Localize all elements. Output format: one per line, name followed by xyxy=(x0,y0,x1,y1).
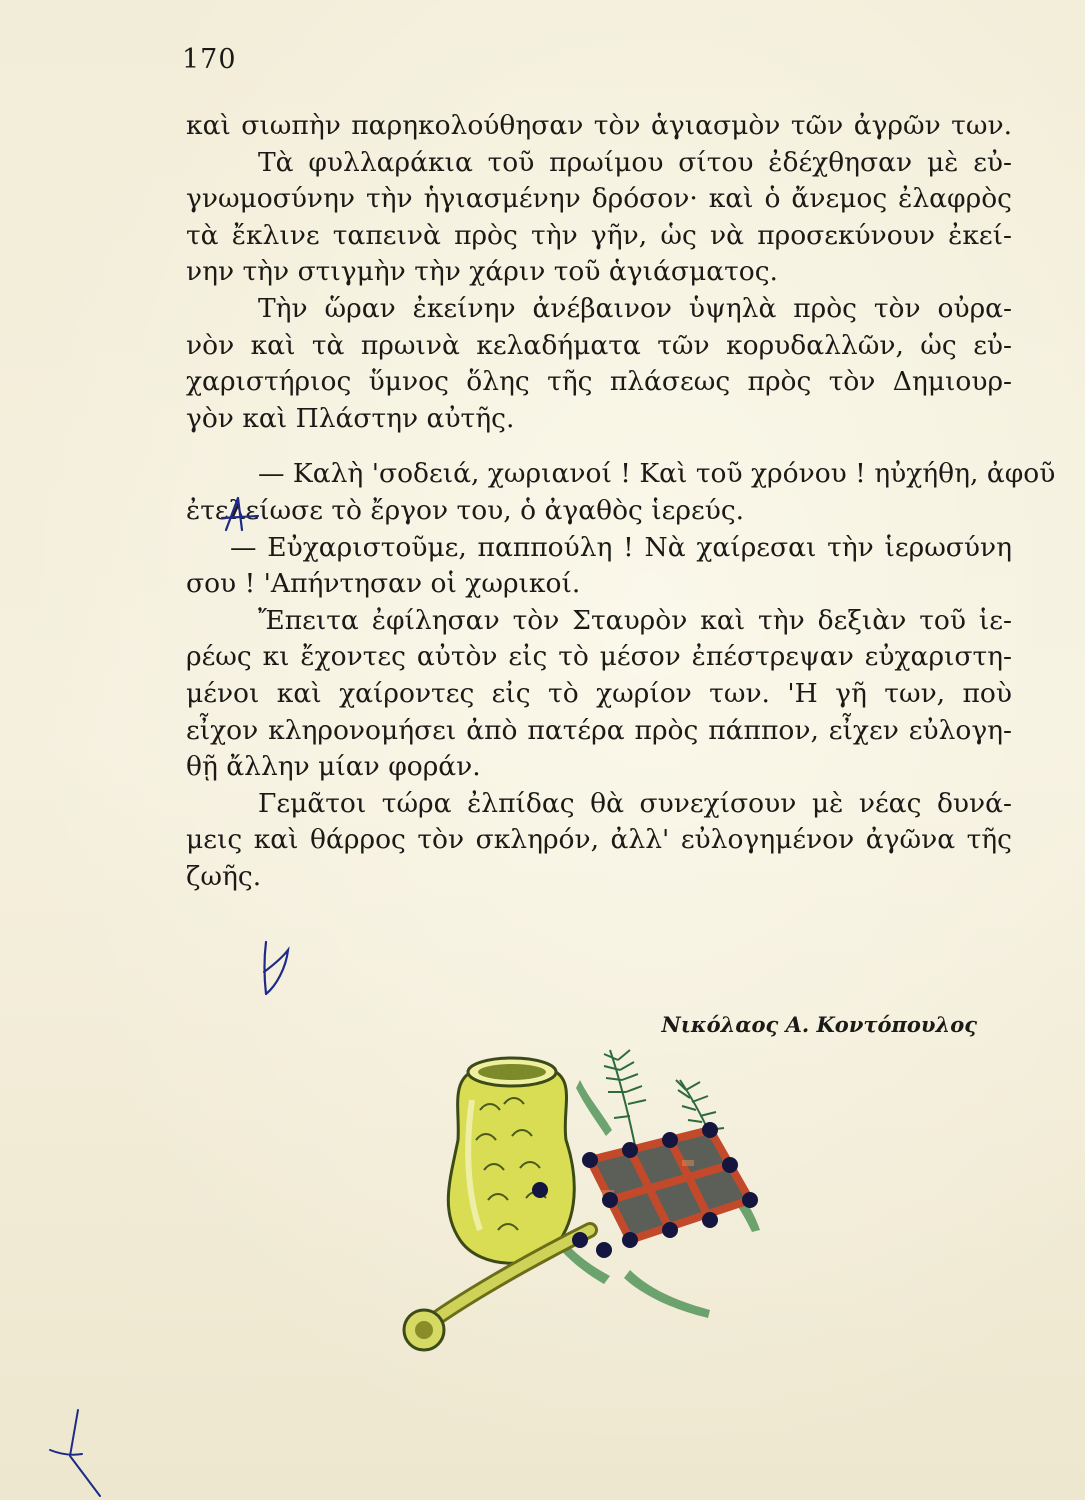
text-line: — Εὐχαριστοῦμε, παππούλη ! Νὰ χαίρεσαι τὴν ἱερωσύνη xyxy=(230,531,1012,563)
text-line: μεις καὶ θάρρος τὸν σκληρόν, ἀλλ' εὐλογημένον ἀγῶνα τῆς xyxy=(186,824,1012,856)
text-line: γνωμοσύνην τὴν ἡγιασμένην δρόσον· καὶ ὁ ἄνεμος ἐλαφρὸς xyxy=(186,183,1012,215)
text-line: μένοι καὶ χαίροντες εἰς τὸ χωρίον των. 'Η γῆ των, ποὺ xyxy=(186,677,1012,709)
text-line: τὰ ἔκλινε ταπεινὰ πρὸς τὴν γῆν, ὡς νὰ προσεκύνουν ἐκεί- xyxy=(186,219,1012,251)
holy-water-vessel-illustration xyxy=(380,1040,810,1360)
body-text xyxy=(186,108,1056,895)
text-line: εἶχον κληρονομήσει ἀπὸ πατέρα πρὸς πάππον, εἶχεν εὐλογη- xyxy=(186,714,1012,746)
text-line: ἐτελείωσε τὸ ἔργον του, ὁ ἀγαθὸς ἱερεύς. xyxy=(186,494,745,526)
text-line: Τὴν ὥραν ἐκείνην ἀνέβαινον ὑψηλὰ πρὸς τὸν οὐρα- xyxy=(258,292,1012,324)
pen-scribble-icon xyxy=(30,1400,110,1500)
vessel-body xyxy=(448,1058,574,1263)
text-line: Γεμᾶτοι τώρα ἐλπίδας θὰ συνεχίσουν μὲ νέας δυνά- xyxy=(258,787,1012,819)
text-line: ζωῆς. xyxy=(186,860,262,892)
text-line: σου ! 'Απήντησαν οἱ χωρικοί. xyxy=(186,568,581,600)
page-number: 170 xyxy=(182,44,237,75)
text-line: Τὰ φυλλαράκια τοῦ πρωίμου σίτου ἐδέχθησαν μὲ εὐ- xyxy=(258,146,1012,178)
text-line: καὶ σιωπὴν παρηκολούθησαν τὸν ἁγιασμὸν τῶν ἀγρῶν των. xyxy=(186,110,1012,141)
text-line: Ἔπειτα ἐφίλησαν τὸν Σταυρὸν καὶ τὴν δεξιὰν τοῦ ἱε- xyxy=(258,604,1012,636)
text-line: γὸν καὶ Πλάστην αὐτῆς. xyxy=(186,402,515,434)
author-signature: Νικόλαος Α. Κοντόπουλος xyxy=(661,1012,977,1037)
text-line: ρέως κι ἔχοντες αὐτὸν εἰς τὸ μέσον ἐπέστρεψαν εὐχαριστη- xyxy=(186,641,1012,673)
text-line: θῇ ἄλλην μίαν φοράν. xyxy=(186,751,481,783)
text-line: χαριστήριος ὕμνος ὅλης τῆς πλάσεως πρὸς τὸν Δημιουρ- xyxy=(186,366,1012,398)
text-line: — Καλὴ 'σοδειά, χωριανοί ! Καὶ τοῦ χρόνου ! ηὐχήθη, ἀφοῦ xyxy=(258,458,1056,490)
text-line: νὸν καὶ τὰ πρωινὰ κελαδήματα τῶν κορυδαλλῶν, ὡς εὐ- xyxy=(186,329,1012,361)
handwritten-mark-icon xyxy=(256,938,296,998)
text-line: νην τὴν στιγμὴν τὴν χάριν τοῦ ἁγιάσματος. xyxy=(186,256,778,288)
